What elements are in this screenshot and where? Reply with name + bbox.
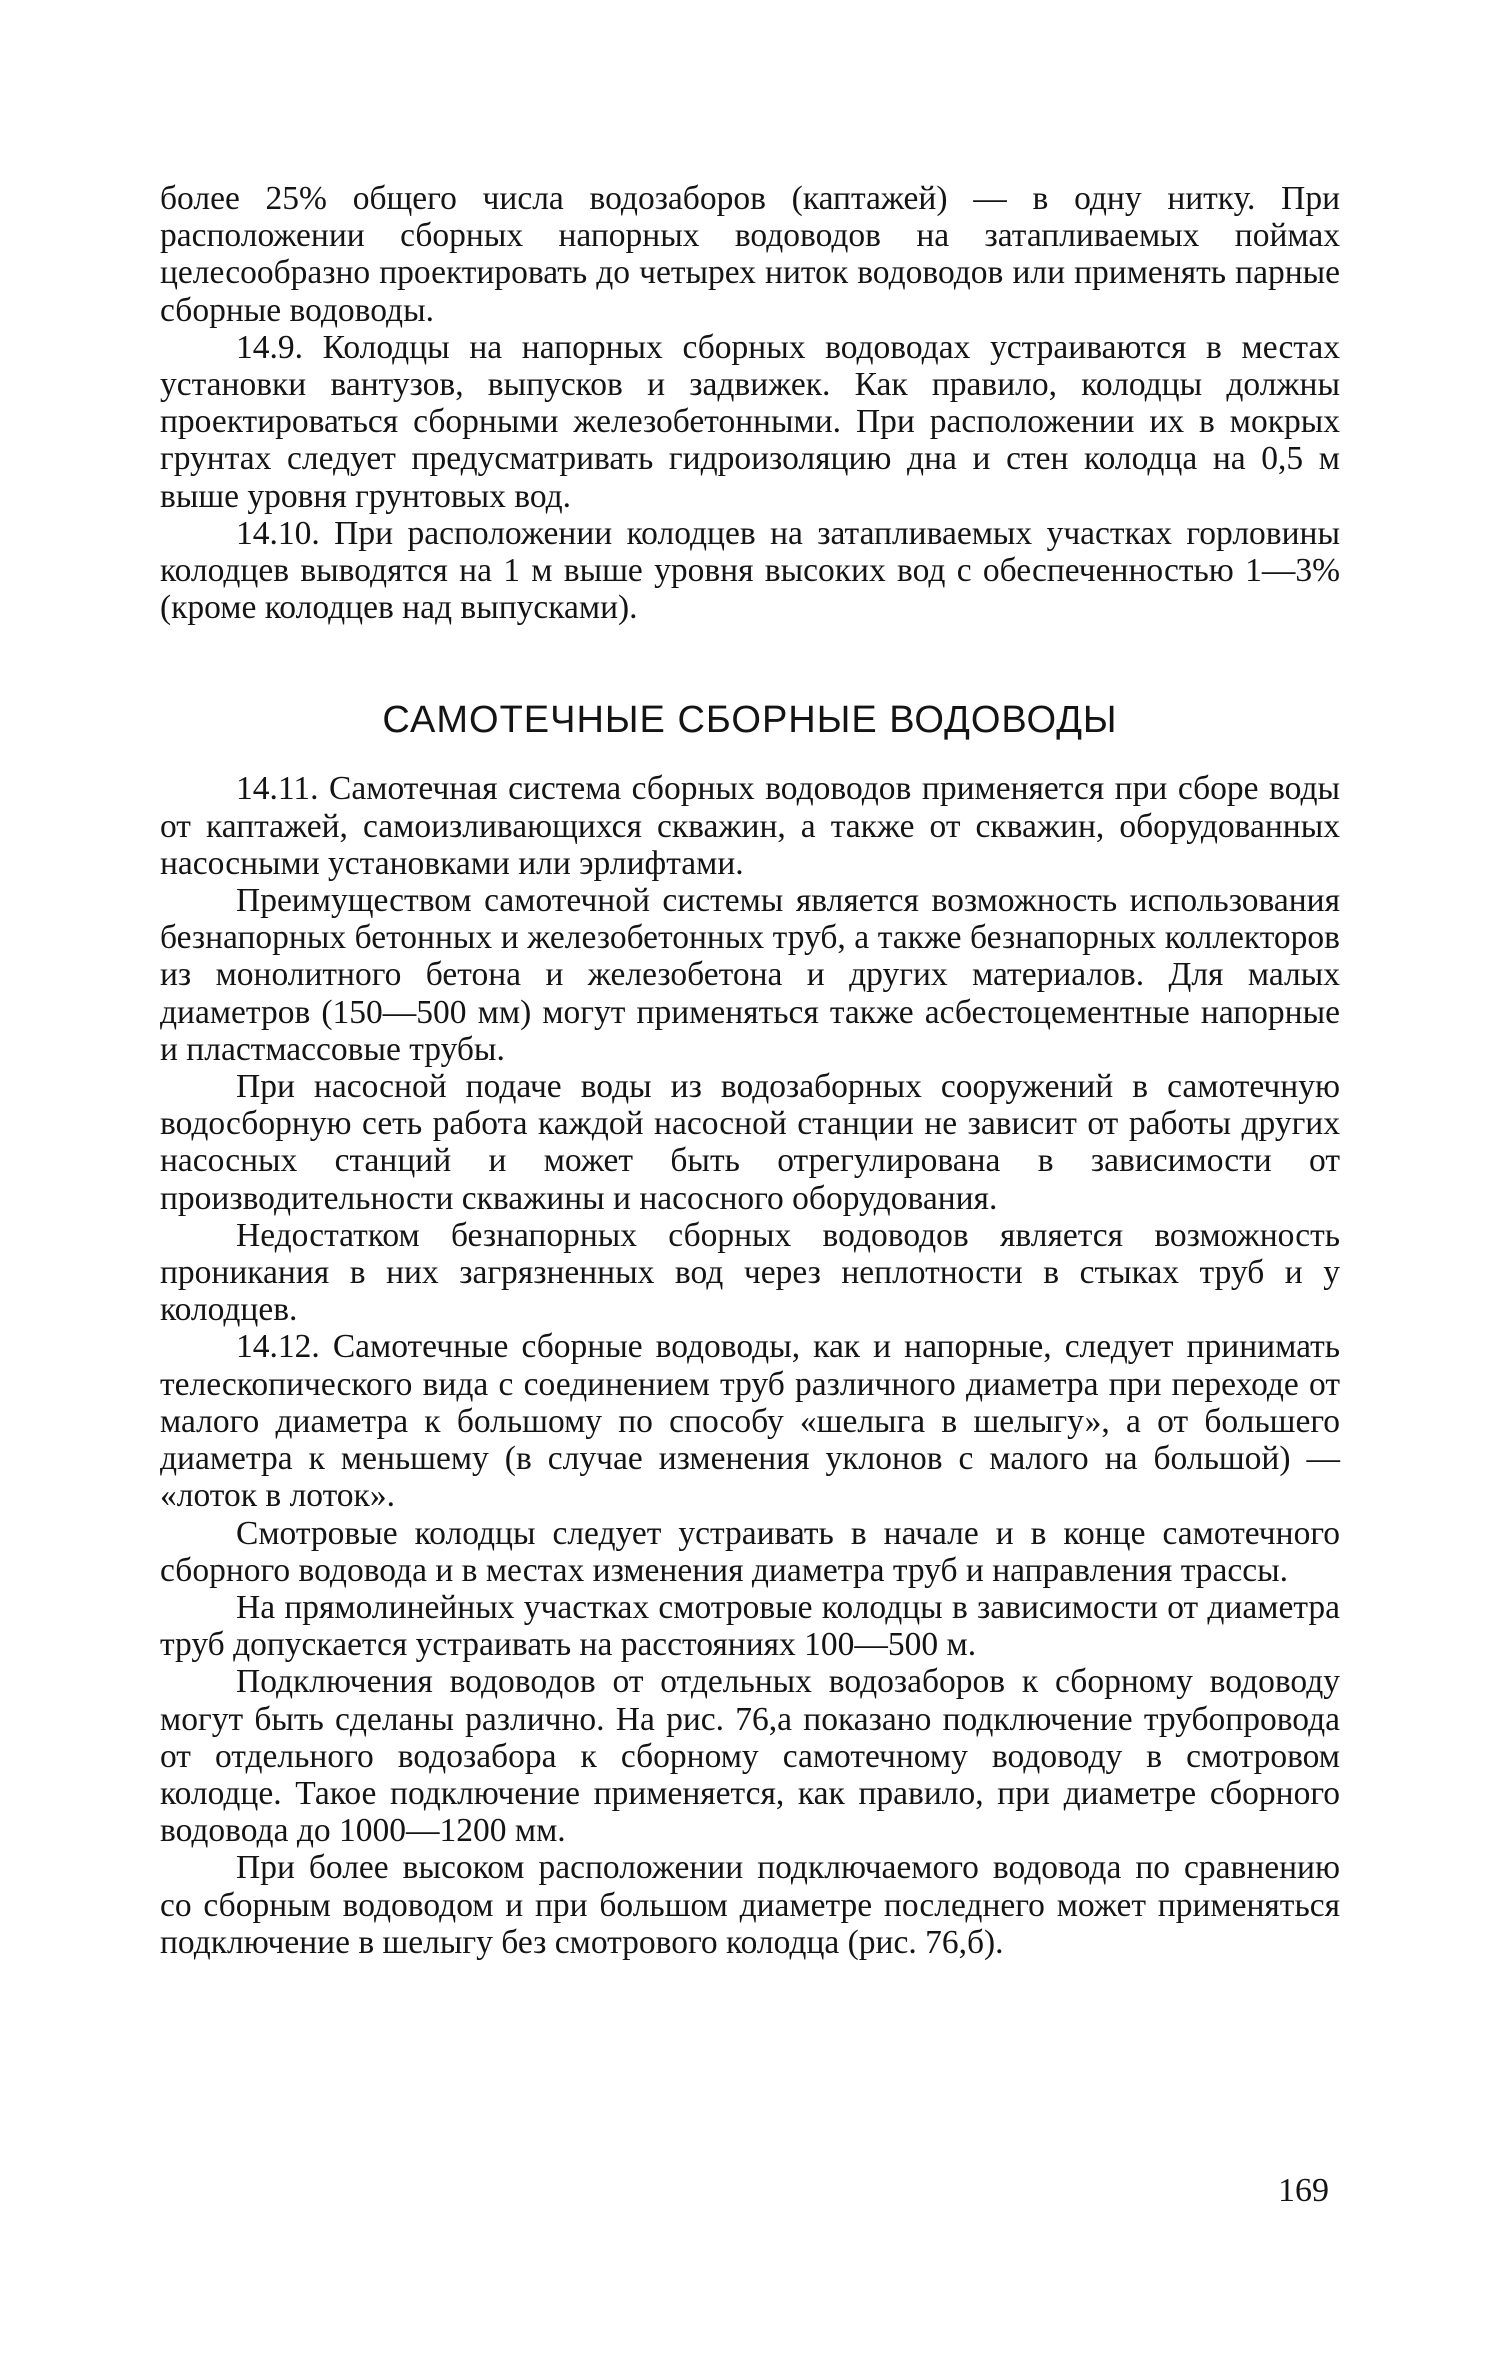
paragraph-advantages: Преимуществом самотечной системы является возможность использования безнапорных бетонных и железобетонных труб, а также безнапорных коллекторов из монолитного бетона и железобетона и других материалов. Для малых диаметров (150—500 мм) могут применяться также асбестоцементные напорные и пластмассовые трубы. [160, 882, 1340, 1068]
paragraph-connections: Подключения водоводов от отдельных водозаборов к сборному водоводу могут быть сделаны различно. На рис. 76,а показано подключение трубопровода от отдельного водозабора к сборному самотечному водоводу в смотровом колодце. Такое подключение применяется, как правило, при диаметре сборного водовода до 1000—1200 мм. [160, 1663, 1340, 1850]
paragraph-14-11: 14.11. Самотечная система сборных водоводов применяется при сборе воды от каптажей, самоизливающихся скважин, а также от скважин, оборудованных насосными установками или эрлифтами. [160, 770, 1340, 882]
paragraph-14-10: 14.10. При расположении колодцев на затапливаемых участках горловины колодцев выводятся на 1 м выше уровня высоких вод с обеспеченностью 1—3% (кроме колодцев над выпусками). [160, 514, 1340, 627]
paragraph-disadvantages: Недостатком безнапорных сборных водоводов является возможность проникания в них загрязненных вод через неплотности в стыках труб и у колодцев. [160, 1216, 1340, 1329]
paragraph-higher-connection: При более высоком расположении подключаемого водовода по сравнению со сборным водоводом и при большом диаметре последнего может применяться подключение в шелыгу без смотрового колодца (рис. 76,б). [160, 1849, 1340, 1961]
paragraph-continuation: более 25% общего числа водозаборов (каптажей) — в одну нитку. При расположении сборных напорных водоводов на затапливаемых поймах целесообразно проектировать до четырех ниток водоводов или применять парные сборные водоводы. [160, 180, 1340, 329]
paragraph-14-9: 14.9. Колодцы на напорных сборных водоводах устраиваются в местах установки вантузов, выпусков и задвижек. Как правило, колодцы должны проектироваться сборными железобетонными. При расположении их в мокрых грунтах следует предусматривать гидроизоляцию дна и стен колодца на 0,5 м выше уровня грунтовых вод. [160, 328, 1340, 515]
paragraph-straight-sections: На прямолинейных участках смотровые колодцы в зависимости от диаметра труб допускается устраивать на расстояниях 100—500 м. [160, 1588, 1340, 1664]
section-title: САМОТЕЧНЫЕ СБОРНЫЕ ВОДОВОДЫ [382, 699, 1118, 742]
paragraph-14-12: 14.12. Самотечные сборные водоводы, как и напорные, следует принимать телескопического вида с соединением труб различного диаметра при переходе от малого диаметра к большому по способу «шелыга в шелыгу», а от большего диаметра к меньшему (в случае изменения уклонов с малого на большой) — «лоток в лоток». [160, 1328, 1340, 1515]
page-number: 169 [1278, 2172, 1329, 2209]
paragraph-inspection-wells: Смотровые колодцы следует устраивать в начале и в конце самотечного сборного водовода и в местах изменения диаметра труб и направления трассы. [160, 1514, 1340, 1589]
paragraph-pump-feed: При насосной подаче воды из водозаборных сооружений в самотечную водосборную сеть работа каждой насосной станции не зависит от работы других насосных станций и может быть отрегулирована в зависимости от производительности скважины и насосного оборудования. [160, 1068, 1340, 1217]
page-body [160, 180, 1340, 1961]
